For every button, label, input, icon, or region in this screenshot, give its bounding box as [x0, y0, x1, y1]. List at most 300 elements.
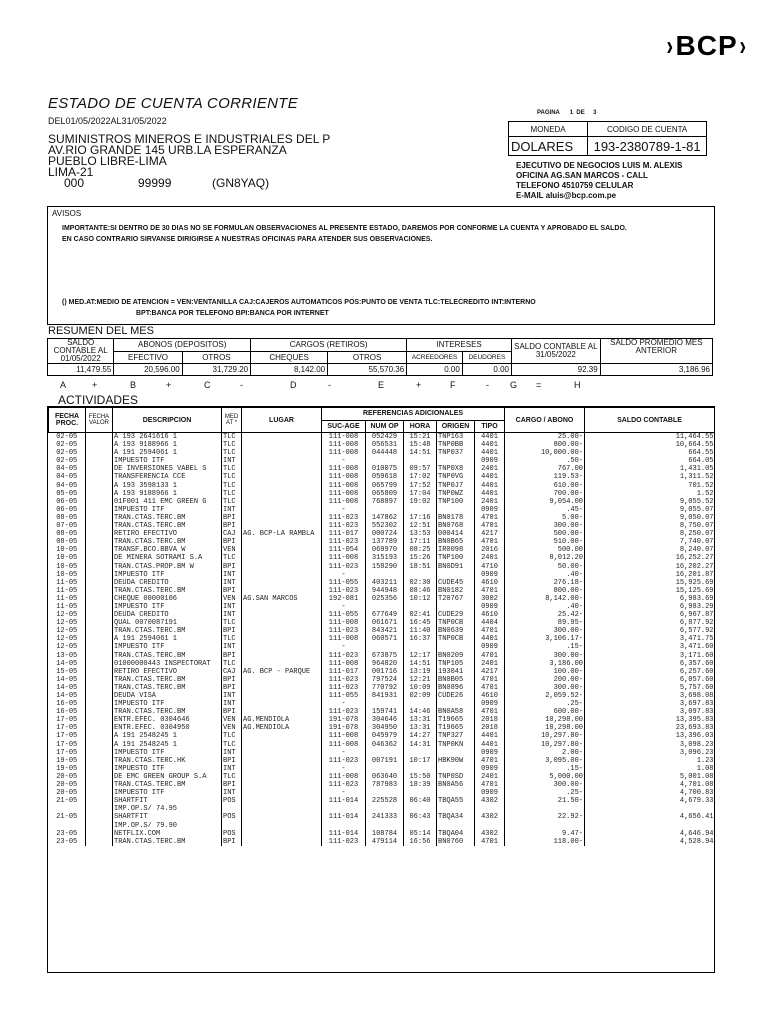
- row-hora: 08:46: [404, 587, 437, 595]
- row-fecha-valor: [86, 676, 113, 684]
- row-med: INT: [222, 643, 242, 651]
- row-cargo-abono: 10,297.80-: [505, 741, 585, 749]
- row-cargo-abono: .45-: [505, 506, 585, 514]
- row-descripcion: A 191 2594061 1: [113, 449, 222, 457]
- row-fecha-valor: [86, 652, 113, 660]
- summary-v-saldo-final: 92.39: [511, 364, 600, 376]
- row-origen: TNP327: [437, 732, 475, 740]
- row-med: TLC: [222, 490, 242, 498]
- row-num-op: [366, 603, 404, 611]
- row-hora: 10:17: [404, 757, 437, 765]
- row-descripcion: IMPUESTO ITF: [113, 700, 222, 708]
- row-cargo-abono: .50-: [505, 457, 585, 465]
- row-tipo: 2016: [475, 546, 505, 554]
- customer-code-1: 000: [64, 176, 85, 190]
- row-num-op: 137789: [366, 538, 404, 546]
- row-lugar: [242, 676, 322, 684]
- row-lugar: [242, 813, 322, 821]
- row-tipo: 4701: [475, 684, 505, 692]
- row-tipo: 0909: [475, 749, 505, 757]
- table-row: [49, 538, 715, 546]
- row-med: TLC: [222, 660, 242, 668]
- row-fecha-proc: 21-05: [56, 813, 78, 822]
- row-num-op: 787983: [366, 781, 404, 789]
- row-cargo-abono: .40-: [505, 603, 585, 611]
- table-row: [49, 595, 715, 603]
- row-suc-age: -: [322, 700, 366, 708]
- row-hora: 05:14: [404, 830, 437, 838]
- notices-box: [47, 206, 715, 325]
- row-cargo-abono: 3,186.00: [505, 660, 585, 668]
- row-lugar: [242, 490, 322, 498]
- table-row: [49, 498, 715, 506]
- row-num-op: 007191: [366, 757, 404, 765]
- table-row: [49, 514, 715, 522]
- account-code-value: 193-2380789-1-81: [588, 137, 707, 156]
- row-saldo: 15,925.69: [585, 579, 715, 587]
- formula-token: -: [328, 380, 331, 390]
- row-suc-age: 111-023: [322, 514, 366, 522]
- row-fecha-proc: 17-05: [56, 724, 78, 733]
- row-descripcion: SHARTFIT: [113, 797, 222, 805]
- row-suc-age: 111-055: [322, 579, 366, 587]
- row-fecha-proc: 08-05: [56, 530, 78, 539]
- row-suc-age: -: [322, 765, 366, 773]
- row-fecha-valor: [86, 838, 113, 846]
- row-lugar: [242, 643, 322, 651]
- col-fecha-proc: FECHA PROC.: [49, 408, 86, 433]
- row-num-op: [366, 805, 404, 813]
- row-suc-age: 111-008: [322, 660, 366, 668]
- customer-code-3: (GN8YAQ): [212, 176, 270, 190]
- row-origen: TNP0BB: [437, 441, 475, 449]
- row-fecha-valor: [86, 433, 113, 442]
- row-fecha-proc: 14-05: [56, 675, 78, 684]
- col-fecha-valor: FECHA VALOR: [86, 408, 113, 433]
- summary-v-otros: 31,729.20: [182, 364, 250, 376]
- row-suc-age: 111-023: [322, 587, 366, 595]
- row-origen: T19665: [437, 716, 475, 724]
- bcp-logo: [665, 30, 748, 62]
- row-saldo: 6,877.92: [585, 619, 715, 627]
- row-med: BPI: [222, 781, 242, 789]
- row-descripcion: IMPUESTO ITF: [113, 643, 222, 651]
- row-num-op: 065799: [366, 482, 404, 490]
- row-cargo-abono: 2.00-: [505, 749, 585, 757]
- row-lugar: [242, 522, 322, 530]
- row-med: BPI: [222, 514, 242, 522]
- table-row: [49, 433, 715, 442]
- currency-label: MONEDA: [509, 122, 588, 137]
- row-origen: [437, 603, 475, 611]
- row-origen: [437, 749, 475, 757]
- row-fecha-proc: 04-05: [56, 465, 78, 474]
- row-med: [222, 805, 242, 813]
- row-num-op: 841931: [366, 692, 404, 700]
- row-fecha-valor: [86, 473, 113, 481]
- executive-line-4: E-MAIL aluis@bcp.com.pe: [516, 191, 617, 200]
- row-tipo: [475, 822, 505, 830]
- table-row: [49, 813, 715, 821]
- row-origen: TNP0X8: [437, 465, 475, 473]
- row-num-op: 147862: [366, 514, 404, 522]
- row-saldo: 15,125.69: [585, 587, 715, 595]
- row-origen: [437, 457, 475, 465]
- row-num-op: [366, 789, 404, 797]
- row-cargo-abono: 10,000.00-: [505, 449, 585, 457]
- executive-line-2: OFICINA AG.SAN MARCOS - CALL: [516, 171, 648, 180]
- customer-address-1: AV.RIO GRANDE 145 URB.LA ESPERANZA: [48, 143, 287, 157]
- row-tipo: 4302: [475, 797, 505, 805]
- row-cargo-abono: 10,297.80-: [505, 732, 585, 740]
- row-origen: 000414: [437, 530, 475, 538]
- table-row: [49, 490, 715, 498]
- row-num-op: 241333: [366, 813, 404, 821]
- row-med: TLC: [222, 741, 242, 749]
- table-row: [49, 765, 715, 773]
- row-hora: 19:02: [404, 498, 437, 506]
- row-suc-age: 111-023: [322, 708, 366, 716]
- row-suc-age: -: [322, 643, 366, 651]
- row-num-op: 001716: [366, 668, 404, 676]
- row-cargo-abono: [505, 805, 585, 813]
- row-cargo-abono: 510.00-: [505, 538, 585, 546]
- row-fecha-valor: [86, 546, 113, 554]
- row-num-op: 044448: [366, 449, 404, 457]
- table-row: [49, 587, 715, 595]
- row-descripcion: DEUDA CREDITO: [113, 579, 222, 587]
- table-row: [49, 611, 715, 619]
- row-suc-age: 111-014: [322, 830, 366, 838]
- formula-token: E: [378, 380, 385, 390]
- row-hora: 02:30: [404, 579, 437, 587]
- row-num-op: 065809: [366, 490, 404, 498]
- row-cargo-abono: 700.00-: [505, 490, 585, 498]
- row-num-op: 052429: [366, 433, 404, 442]
- row-cargo-abono: .15-: [505, 765, 585, 773]
- row-lugar: [242, 473, 322, 481]
- row-hora: [404, 643, 437, 651]
- table-row: [49, 716, 715, 724]
- page-total: 3: [593, 110, 597, 116]
- row-origen: 193041: [437, 668, 475, 676]
- summary-h-cargos: CARGOS (RETIROS): [251, 339, 407, 352]
- row-tipo: 4302: [475, 813, 505, 821]
- row-saldo: 8,750.07: [585, 522, 715, 530]
- row-descripcion: TRAN.CTAS.TERC.BM: [113, 538, 222, 546]
- executive-line-1: EJECUTIVO DE NEGOCIOS LUIS M. ALEXIS: [516, 161, 683, 170]
- row-hora: 17:52: [404, 482, 437, 490]
- row-fecha-valor: [86, 490, 113, 498]
- row-fecha-proc: 14-05: [56, 692, 78, 700]
- row-hora: 12:17: [404, 652, 437, 660]
- row-lugar: [242, 660, 322, 668]
- row-fecha-valor: [86, 749, 113, 757]
- row-cargo-abono: 3,106.17-: [505, 635, 585, 643]
- summary-h-otros: OTROS: [182, 351, 250, 364]
- row-fecha-proc: 11-05: [56, 578, 78, 587]
- table-row: [49, 506, 715, 514]
- row-saldo: 5,001.08: [585, 773, 715, 781]
- page-indicator: [537, 110, 596, 116]
- row-num-op: 964820: [366, 660, 404, 668]
- row-origen: TNP0VG: [437, 473, 475, 481]
- row-num-op: 552302: [366, 522, 404, 530]
- row-saldo: 4,701.08: [585, 781, 715, 789]
- row-descripcion: TRAN.CTAS.TERC.BM: [113, 514, 222, 522]
- row-tipo: 4404: [475, 619, 505, 627]
- row-origen: BN0D91: [437, 563, 475, 571]
- table-row: [49, 789, 715, 797]
- row-saldo: 9,050.07: [585, 514, 715, 522]
- row-saldo: 701.52: [585, 482, 715, 490]
- row-med: INT: [222, 506, 242, 514]
- row-num-op: 768897: [366, 498, 404, 506]
- row-hora: [404, 457, 437, 465]
- row-cargo-abono: 276.18-: [505, 579, 585, 587]
- row-descripcion: IMPUESTO ITF: [113, 603, 222, 611]
- table-row: [49, 579, 715, 587]
- row-descripcion: 01F001 411 EMC GREEN G: [113, 498, 222, 506]
- table-row: [49, 708, 715, 716]
- row-hora: 18:51: [404, 563, 437, 571]
- row-cargo-abono: 610.00-: [505, 482, 585, 490]
- row-lugar: [242, 579, 322, 587]
- row-fecha-valor: [86, 498, 113, 506]
- row-hora: 12:51: [404, 522, 437, 530]
- row-cargo-abono: 9,054.00: [505, 498, 585, 506]
- row-hora: 02:41: [404, 611, 437, 619]
- row-num-op: 158290: [366, 563, 404, 571]
- row-saldo: 16,201.87: [585, 571, 715, 579]
- row-med: INT: [222, 603, 242, 611]
- row-hora: 09:57: [404, 465, 437, 473]
- row-lugar: [242, 611, 322, 619]
- row-med: BPI: [222, 563, 242, 571]
- table-row: [49, 619, 715, 627]
- row-saldo: 6,357.60: [585, 660, 715, 668]
- row-fecha-proc: 19-05: [56, 764, 78, 773]
- row-num-op: 060571: [366, 635, 404, 643]
- row-descripcion: DE EMC GREEN GROUP S.A: [113, 773, 222, 781]
- row-num-op: 025356: [366, 595, 404, 603]
- row-descripcion: DE MINERA SOTRAMI S.A: [113, 554, 222, 562]
- row-cargo-abono: [505, 822, 585, 830]
- row-fecha-valor: [86, 660, 113, 668]
- row-hora: 16:45: [404, 619, 437, 627]
- summary-h-promedio: SALDO PROMEDIO MES ANTERIOR: [600, 339, 712, 364]
- row-fecha-valor: [86, 822, 113, 830]
- row-lugar: [242, 700, 322, 708]
- row-num-op: 059618: [366, 473, 404, 481]
- row-suc-age: [322, 805, 366, 813]
- formula-token: -: [240, 380, 243, 390]
- row-hora: 06:43: [404, 813, 437, 821]
- row-lugar: [242, 684, 322, 692]
- row-saldo: 1.08: [585, 765, 715, 773]
- row-origen: TNP0CB: [437, 619, 475, 627]
- row-descripcion: A 193 3598133 1: [113, 482, 222, 490]
- row-fecha-valor: [86, 627, 113, 635]
- row-cargo-abono: .25-: [505, 789, 585, 797]
- row-descripcion: ENTR.EFEC. 0304646: [113, 716, 222, 724]
- row-descripcion: TRAN.CTAS.TERC.BM: [113, 781, 222, 789]
- row-descripcion: RETIRO EFECTIVO: [113, 668, 222, 676]
- row-origen: T19665: [437, 724, 475, 732]
- row-fecha-valor: [86, 603, 113, 611]
- row-tipo: 4710: [475, 563, 505, 571]
- table-row: [49, 781, 715, 789]
- row-num-op: 677649: [366, 611, 404, 619]
- summary-h-abonos: ABONOS (DEPOSITOS): [114, 339, 251, 352]
- row-saldo: 9,055.07: [585, 506, 715, 514]
- row-hora: 16:37: [404, 635, 437, 643]
- row-lugar: AG. BCP - PARQUE: [242, 668, 322, 676]
- table-row: [49, 822, 715, 830]
- table-row: [49, 482, 715, 490]
- row-descripcion: IMPUESTO ITF: [113, 506, 222, 514]
- row-suc-age: -: [322, 506, 366, 514]
- row-med: INT: [222, 457, 242, 465]
- row-fecha-valor: [86, 595, 113, 603]
- customer-code-2: 99999: [138, 176, 172, 190]
- row-origen: [437, 506, 475, 514]
- summary-h-saldo-inicial: SALDO CONTABLE AL 01/05/2022: [48, 339, 114, 364]
- row-tipo: 2401: [475, 660, 505, 668]
- row-descripcion: NETFLIX.COM: [113, 830, 222, 838]
- row-lugar: [242, 757, 322, 765]
- table-row: [49, 741, 715, 749]
- row-cargo-abono: 300.00-: [505, 781, 585, 789]
- row-hora: [404, 571, 437, 579]
- row-tipo: 4401: [475, 441, 505, 449]
- row-origen: [437, 765, 475, 773]
- table-row: [49, 652, 715, 660]
- formula-token: C: [204, 380, 211, 390]
- row-lugar: [242, 797, 322, 805]
- row-lugar: [242, 732, 322, 740]
- row-fecha-valor: [86, 441, 113, 449]
- row-hora: 14:51: [404, 660, 437, 668]
- row-med: CAJ: [222, 668, 242, 676]
- row-lugar: [242, 449, 322, 457]
- row-saldo: 4,656.41: [585, 813, 715, 821]
- row-origen: BN0209: [437, 652, 475, 660]
- row-hora: 17:16: [404, 514, 437, 522]
- statement-period: DEL01/05/2022AL31/05/2022: [48, 116, 167, 126]
- row-med: VEN: [222, 716, 242, 724]
- row-suc-age: 111-008: [322, 732, 366, 740]
- row-lugar: [242, 708, 322, 716]
- row-tipo: 4701: [475, 781, 505, 789]
- row-origen: TNP0WZ: [437, 490, 475, 498]
- row-saldo: 3,471.60: [585, 643, 715, 651]
- row-med: BPI: [222, 684, 242, 692]
- row-hora: 15:21: [404, 433, 437, 442]
- row-saldo: 23,693.83: [585, 724, 715, 732]
- row-saldo: 3,471.75: [585, 635, 715, 643]
- row-fecha-proc: 17-05: [56, 740, 78, 749]
- row-saldo: 13,396.03: [585, 732, 715, 740]
- account-code-label: CODIGO DE CUENTA: [588, 122, 707, 137]
- row-fecha-proc: 16-05: [56, 700, 78, 709]
- row-num-op: [366, 700, 404, 708]
- row-fecha-valor: [86, 741, 113, 749]
- row-saldo: [585, 822, 715, 830]
- row-lugar: AG.MENDIOLA: [242, 716, 322, 724]
- row-fecha-valor: [86, 797, 113, 805]
- statement-title: ESTADO DE CUENTA CORRIENTE: [48, 95, 299, 112]
- col-num-op: NUM OP: [366, 420, 404, 433]
- row-cargo-abono: 119.53-: [505, 473, 585, 481]
- row-descripcion: TRANSFERENCIA CCE: [113, 473, 222, 481]
- row-tipo: 2018: [475, 716, 505, 724]
- row-suc-age: -: [322, 571, 366, 579]
- row-descripcion: ENTR.EFEC. 0304950: [113, 724, 222, 732]
- row-tipo: 0909: [475, 506, 505, 514]
- row-fecha-valor: [86, 482, 113, 490]
- row-saldo: 4,700.83: [585, 789, 715, 797]
- row-med: CAJ: [222, 530, 242, 538]
- row-hora: [404, 822, 437, 830]
- row-cargo-abono: 300.00-: [505, 627, 585, 635]
- row-fecha-proc: 10-05: [56, 546, 78, 555]
- row-tipo: 4701: [475, 838, 505, 846]
- row-fecha-valor: [86, 732, 113, 740]
- row-saldo: 664.55: [585, 449, 715, 457]
- row-lugar: [242, 635, 322, 643]
- row-lugar: [242, 830, 322, 838]
- row-med: TLC: [222, 773, 242, 781]
- row-hora: 02:09: [404, 692, 437, 700]
- row-tipo: 0909: [475, 765, 505, 773]
- row-descripcion: A 193 9188966 1: [113, 490, 222, 498]
- row-cargo-abono: 118.00-: [505, 838, 585, 846]
- row-origen: [437, 822, 475, 830]
- activities-table: [47, 406, 715, 973]
- row-fecha-proc: 16-05: [56, 708, 78, 717]
- row-med: VEN: [222, 595, 242, 603]
- row-med: INT: [222, 789, 242, 797]
- row-saldo: 3,171.60: [585, 652, 715, 660]
- row-lugar: [242, 619, 322, 627]
- row-num-op: 000724: [366, 530, 404, 538]
- currency-value: DOLARES: [509, 137, 588, 156]
- row-fecha-valor: [86, 611, 113, 619]
- table-row: [49, 724, 715, 732]
- row-fecha-proc: 17-05: [56, 732, 78, 741]
- row-tipo: 0909: [475, 571, 505, 579]
- row-hora: 10:09: [404, 684, 437, 692]
- row-tipo: 4302: [475, 830, 505, 838]
- row-hora: 14:51: [404, 449, 437, 457]
- row-descripcion: TRAN.CTAS.PROP.BM W: [113, 563, 222, 571]
- row-descripcion: IMPUESTO ITF: [113, 765, 222, 773]
- row-origen: BN0760: [437, 838, 475, 846]
- row-med: TLC: [222, 465, 242, 473]
- row-cargo-abono: 9.47-: [505, 830, 585, 838]
- row-med: BPI: [222, 627, 242, 635]
- col-tipo: TIPO: [475, 420, 505, 433]
- summary-h-acreedores: ACREEDORES: [407, 351, 463, 364]
- row-descripcion: IMPUESTO ITF: [113, 457, 222, 465]
- row-num-op: 046362: [366, 741, 404, 749]
- row-fecha-valor: [86, 781, 113, 789]
- row-suc-age: 111-008: [322, 635, 366, 643]
- row-origen: CUDE29: [437, 611, 475, 619]
- row-hora: 15:48: [404, 441, 437, 449]
- row-lugar: [242, 441, 322, 449]
